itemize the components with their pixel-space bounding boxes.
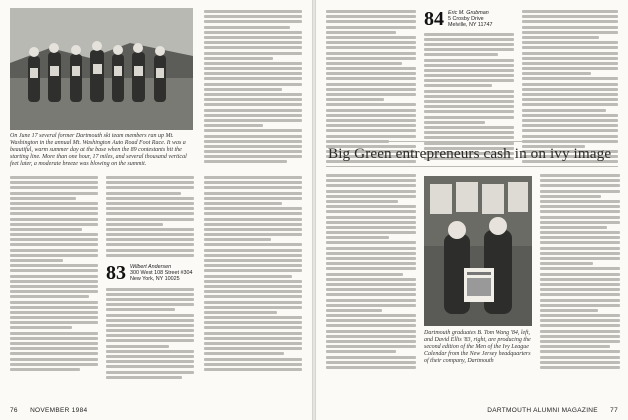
headline-rule-top — [326, 141, 618, 142]
left-folio — [10, 407, 87, 414]
left-page — [0, 0, 312, 420]
ski-team-photo-art — [10, 8, 193, 130]
right-folio-publication: DARTMOUTH ALUMNI MAGAZINE — [487, 407, 598, 414]
left-page-column-3-bottom — [204, 176, 302, 373]
left-page-column-1 — [10, 176, 98, 373]
profile-84-address-line-2: Melville, NY 11747 — [448, 22, 493, 29]
left-folio-page-number: 76 — [10, 407, 18, 414]
ski-team-photo — [10, 8, 193, 130]
right-page-top-column-3 — [522, 10, 618, 166]
profile-83-number: 83 — [106, 262, 126, 284]
profile-83 — [106, 264, 194, 283]
left-page-column-3-top — [204, 10, 302, 166]
profile-84-number: 84 — [424, 8, 444, 30]
article-column-1 — [326, 174, 416, 371]
profile-84 — [424, 10, 514, 29]
right-folio-page-number: 77 — [610, 407, 618, 414]
right-page-top-column-1 — [326, 10, 416, 166]
profile-83-address-line-1: 300 West 108 Street #304 — [130, 270, 193, 277]
calendar-photo — [424, 176, 532, 326]
left-folio-date: NOVEMBER 1984 — [30, 407, 88, 414]
calendar-photo-caption: Dartmouth graduates B. Tom Wang '84, left, and David Ellis '83, right, are producing the second edition of the Men of the Ivy League Calendar from the New Jersey headquarters of their company, Dartmouth — [424, 330, 531, 364]
left-page-column-2 — [106, 176, 194, 381]
ski-team-photo-caption: On June 17 several former Dartmouth ski team members ran up Mt. Washington in the annual Mt. Washington Auto Road Foot Race. It was a beautiful, warm summer day at the base when the 89 contestants hit the starting line. More than one hour, 17 miles, and several thousand vertical feet later, a moderate breeze was blowing on the summit. — [10, 133, 187, 167]
article-headline: Big Green entrepreneurs cash in on ivy image — [328, 145, 612, 162]
headline-rule-bottom — [326, 166, 618, 167]
profile-84-address-line-1: 5 Crosby Drive — [448, 16, 484, 23]
calendar-photo-art — [424, 176, 532, 326]
article-column-3 — [540, 174, 620, 371]
profile-83-name: Wilbert Andersen — [130, 264, 172, 270]
profile-84-name: Eric M. Grubman — [448, 10, 489, 16]
right-page-top-column-2 — [424, 10, 514, 162]
right-page — [316, 0, 628, 420]
right-folio — [487, 407, 618, 414]
profile-83-address-line-2: New York, NY 10025 — [130, 276, 180, 283]
